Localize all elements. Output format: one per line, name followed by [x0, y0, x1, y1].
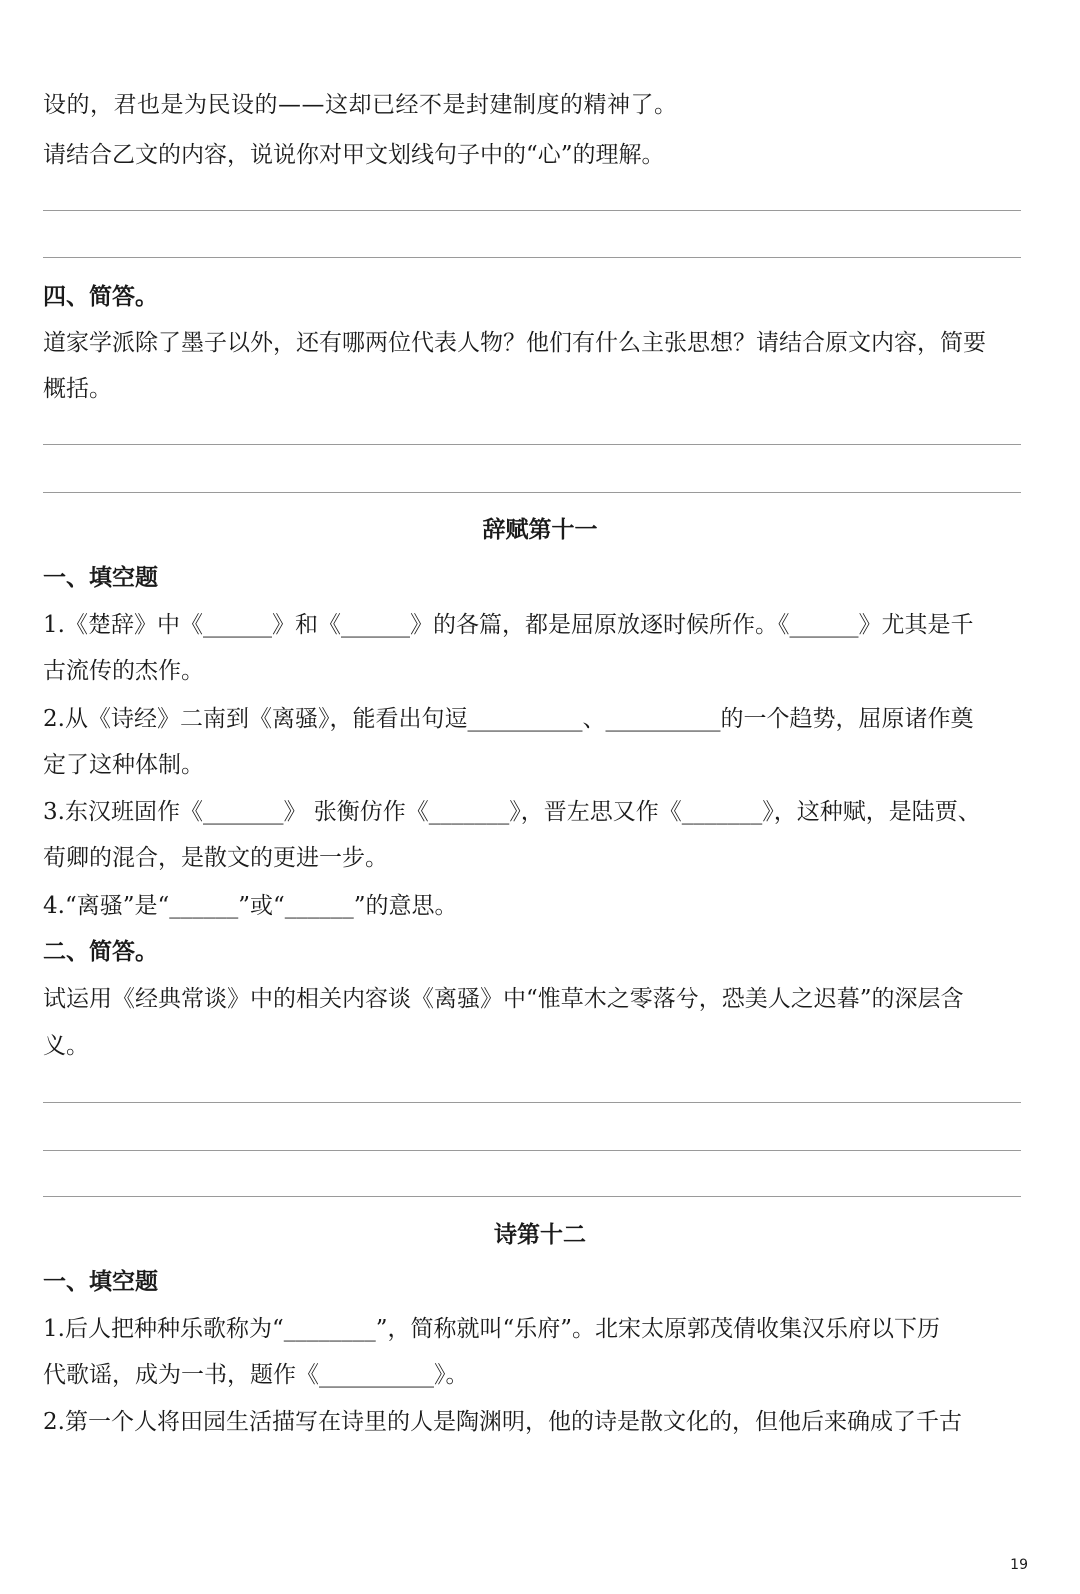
- answer-line: [43, 257, 1021, 258]
- chapter-title-ci-fu: 辞赋第十一: [482, 516, 598, 543]
- section-heading-fill-blank: 一、填空题: [43, 1268, 158, 1295]
- fill-question-1-line: 代歌谣，成为一书，题作《__________》。: [43, 1362, 469, 1388]
- answer-line: [43, 210, 1021, 211]
- fill-question-1-line: 古流传的杰作。: [43, 658, 204, 684]
- answer-line: [43, 1150, 1021, 1151]
- section-heading-fill-blank: 一、填空题: [43, 564, 158, 591]
- answer-line: [43, 444, 1021, 445]
- question-text-line: 试运用《经典常谈》中的相关内容谈《离骚》中“惟草木之零落兮，恐美人之迟暮”的深层含: [43, 986, 964, 1012]
- page-number: 19: [1010, 1557, 1028, 1573]
- chapter-title-shi: 诗第十二: [494, 1221, 586, 1248]
- section-heading-short-answer: 二、简答。: [43, 938, 158, 965]
- fill-question-1-line: 1.后人把种种乐歌称为“________”，简称就叫“乐府”。北宋太原郭茂倩收集汉乐府以下历: [43, 1316, 940, 1342]
- section-heading-short-answer: 四、简答。: [43, 283, 158, 310]
- fill-question-4: 4.“离骚”是“______”或“______”的意思。: [43, 893, 458, 919]
- fill-question-2-line: 2.第一个人将田园生活描写在诗里的人是陶渊明，他的诗是散文化的，但他后来确成了千古: [43, 1409, 962, 1435]
- question-text-line: 义。: [43, 1033, 89, 1059]
- fill-question-3-line: 荀卿的混合，是散文的更进一步。: [43, 845, 388, 871]
- question-text-line: 概括。: [43, 376, 112, 402]
- question-text-line: 道家学派除了墨子以外，还有哪两位代表人物？他们有什么主张思想？请结合原文内容，简要: [43, 330, 986, 356]
- fill-question-1-line: 1.《楚辞》中《______》和《______》的各篇，都是屈原放逐时候所作。《______》尤其是千: [43, 612, 974, 638]
- question-prompt: 请结合乙文的内容，说说你对甲文划线句子中的“心”的理解。: [43, 142, 665, 168]
- fill-question-2-line: 定了这种体制。: [43, 752, 204, 778]
- answer-line: [43, 1102, 1021, 1103]
- fill-question-2-line: 2.从《诗经》二南到《离骚》，能看出句逗__________、__________的一个趋势，屈原诸作奠: [43, 706, 974, 732]
- answer-line: [43, 1196, 1021, 1197]
- fill-question-3-line: 3.东汉班固作《_______》 张衡仿作《_______》，晋左思又作《_______》，这种赋，是陆贾、: [43, 799, 981, 825]
- answer-line: [43, 492, 1021, 493]
- continuation-text-line: 设的，君也是为民设的——这却已经不是封建制度的精神了。: [43, 92, 678, 118]
